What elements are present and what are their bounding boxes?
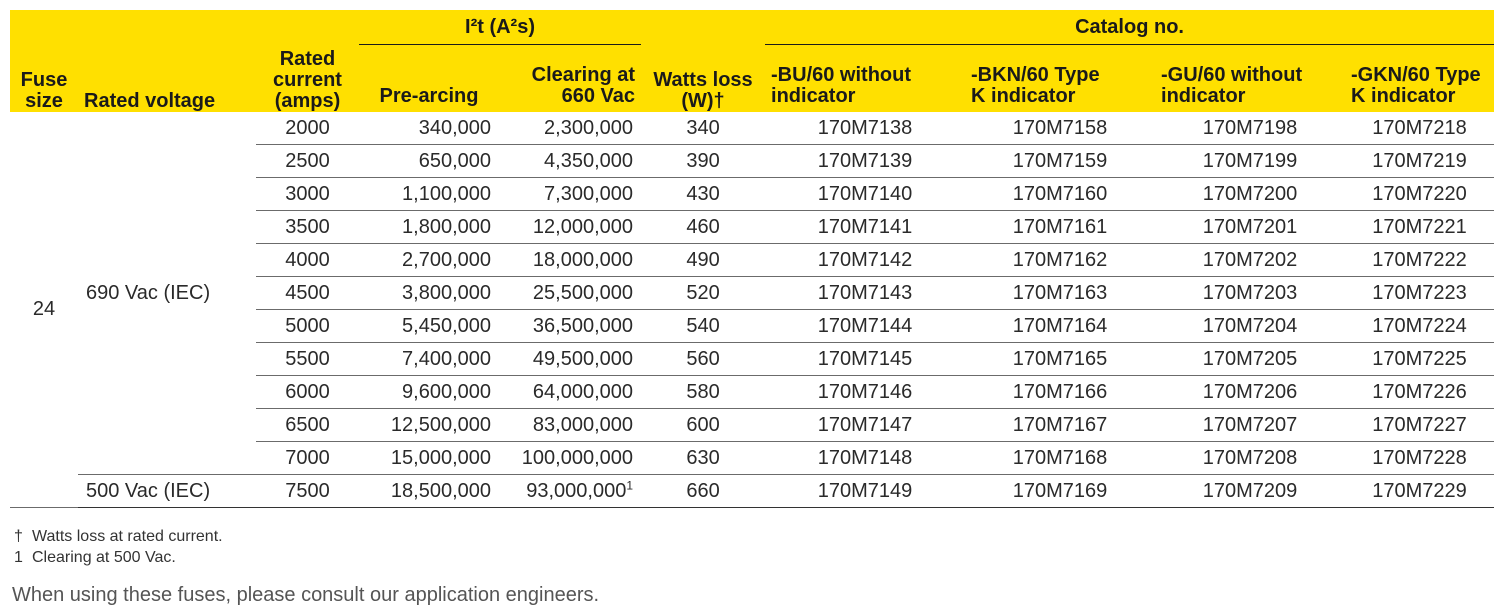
pre-arcing-cell: 5,450,000 xyxy=(359,310,499,343)
clearing-cell: 36,500,000 xyxy=(499,310,641,343)
gu-cell: 170M7204 xyxy=(1155,310,1345,343)
gu-cell: 170M7207 xyxy=(1155,409,1345,442)
header-clearing: Clearing at 660 Vac xyxy=(499,45,641,112)
bu-cell: 170M7142 xyxy=(765,244,965,277)
header-pre-arcing: Pre-arcing xyxy=(359,45,499,112)
footnote-marker: 1 xyxy=(626,477,634,492)
pre-arcing-cell: 1,800,000 xyxy=(359,211,499,244)
pre-arcing-cell: 3,800,000 xyxy=(359,277,499,310)
bkn-cell: 170M7162 xyxy=(965,244,1155,277)
bu-cell: 170M7146 xyxy=(765,376,965,409)
clearing-cell: 18,000,000 xyxy=(499,244,641,277)
watts-cell: 490 xyxy=(641,244,765,277)
clearing-cell: 100,000,000 xyxy=(499,442,641,475)
bu-cell: 170M7148 xyxy=(765,442,965,475)
pre-arcing-cell: 18,500,000 xyxy=(359,475,499,508)
header-rated-current: Rated current (amps) xyxy=(256,10,359,112)
gkn-cell: 170M7226 xyxy=(1345,376,1494,409)
amps-cell: 3500 xyxy=(256,211,359,244)
gkn-cell: 170M7223 xyxy=(1345,277,1494,310)
clearing-cell: 49,500,000 xyxy=(499,343,641,376)
table-row xyxy=(10,475,1494,508)
bu-cell: 170M7147 xyxy=(765,409,965,442)
watts-cell: 390 xyxy=(641,145,765,178)
bu-cell: 170M7140 xyxy=(765,178,965,211)
amps-cell: 7500 xyxy=(256,475,359,508)
watts-cell: 580 xyxy=(641,376,765,409)
consult-note: When using these fuses, please consult our application engineers. xyxy=(12,584,600,606)
bu-cell: 170M7145 xyxy=(765,343,965,376)
bkn-cell: 170M7166 xyxy=(965,376,1155,409)
header-fuse-size: Fuse size xyxy=(10,10,78,112)
header-gu: -GU/60 without indicator xyxy=(1155,45,1345,112)
watts-cell: 630 xyxy=(641,442,765,475)
pre-arcing-cell: 7,400,000 xyxy=(359,343,499,376)
amps-cell: 6500 xyxy=(256,409,359,442)
clearing-cell: 7,300,000 xyxy=(499,178,641,211)
watts-cell: 660 xyxy=(641,475,765,508)
gu-cell: 170M7209 xyxy=(1155,475,1345,508)
watts-cell: 540 xyxy=(641,310,765,343)
bu-cell: 170M7143 xyxy=(765,277,965,310)
clearing-cell: 4,350,000 xyxy=(499,145,641,178)
gu-cell: 170M7205 xyxy=(1155,343,1345,376)
header-i2t-group: I²t (A²s) xyxy=(359,10,641,45)
amps-cell: 7000 xyxy=(256,442,359,475)
bkn-cell: 170M7168 xyxy=(965,442,1155,475)
amps-cell: 4000 xyxy=(256,244,359,277)
amps-cell: 3000 xyxy=(256,178,359,211)
watts-cell: 340 xyxy=(641,112,765,145)
header-gkn: -GKN/60 Type K indicator xyxy=(1345,45,1494,112)
footnote-one: 1 Clearing at 500 Vac. xyxy=(14,549,176,566)
amps-cell: 5500 xyxy=(256,343,359,376)
bkn-cell: 170M7160 xyxy=(965,178,1155,211)
pre-arcing-cell: 2,700,000 xyxy=(359,244,499,277)
watts-cell: 600 xyxy=(641,409,765,442)
pre-arcing-cell: 12,500,000 xyxy=(359,409,499,442)
gu-cell: 170M7200 xyxy=(1155,178,1345,211)
bkn-cell: 170M7161 xyxy=(965,211,1155,244)
gu-cell: 170M7198 xyxy=(1155,112,1345,145)
bkn-cell: 170M7163 xyxy=(965,277,1155,310)
gkn-cell: 170M7227 xyxy=(1345,409,1494,442)
gkn-cell: 170M7222 xyxy=(1345,244,1494,277)
gkn-cell: 170M7228 xyxy=(1345,442,1494,475)
amps-cell: 6000 xyxy=(256,376,359,409)
watts-cell: 430 xyxy=(641,178,765,211)
gu-cell: 170M7201 xyxy=(1155,211,1345,244)
gu-cell: 170M7199 xyxy=(1155,145,1345,178)
header-watts-loss: Watts loss (W)† xyxy=(641,10,765,112)
bu-cell: 170M7138 xyxy=(765,112,965,145)
gkn-cell: 170M7229 xyxy=(1345,475,1494,508)
pre-arcing-cell: 15,000,000 xyxy=(359,442,499,475)
gu-cell: 170M7208 xyxy=(1155,442,1345,475)
bu-cell: 170M7141 xyxy=(765,211,965,244)
gkn-cell: 170M7218 xyxy=(1345,112,1494,145)
clearing-cell: 12,000,000 xyxy=(499,211,641,244)
footnotes xyxy=(14,526,223,568)
bu-cell: 170M7149 xyxy=(765,475,965,508)
pre-arcing-cell: 340,000 xyxy=(359,112,499,145)
gkn-cell: 170M7221 xyxy=(1345,211,1494,244)
bu-cell: 170M7144 xyxy=(765,310,965,343)
gkn-cell: 170M7219 xyxy=(1345,145,1494,178)
watts-cell: 560 xyxy=(641,343,765,376)
header-catalog-group: Catalog no. xyxy=(765,10,1494,45)
fuse-size-cell: 24 xyxy=(10,112,78,508)
amps-cell: 5000 xyxy=(256,310,359,343)
footnote-dagger: † Watts loss at rated current. xyxy=(14,528,223,545)
gkn-cell: 170M7220 xyxy=(1345,178,1494,211)
bkn-cell: 170M7164 xyxy=(965,310,1155,343)
bkn-cell: 170M7159 xyxy=(965,145,1155,178)
amps-cell: 4500 xyxy=(256,277,359,310)
bu-cell: 170M7139 xyxy=(765,145,965,178)
voltage-690-cell: 690 Vac (IEC) xyxy=(78,112,256,475)
clearing-cell: 64,000,000 xyxy=(499,376,641,409)
gkn-cell: 170M7224 xyxy=(1345,310,1494,343)
amps-cell: 2000 xyxy=(256,112,359,145)
bkn-cell: 170M7165 xyxy=(965,343,1155,376)
watts-cell: 460 xyxy=(641,211,765,244)
gu-cell: 170M7203 xyxy=(1155,277,1345,310)
pre-arcing-cell: 650,000 xyxy=(359,145,499,178)
header-bu: -BU/60 without indicator xyxy=(765,45,965,112)
clearing-cell: 2,300,000 xyxy=(499,112,641,145)
watts-cell: 520 xyxy=(641,277,765,310)
header-rated-voltage: Rated voltage xyxy=(78,10,256,112)
gu-cell: 170M7206 xyxy=(1155,376,1345,409)
pre-arcing-cell: 9,600,000 xyxy=(359,376,499,409)
clearing-cell: 83,000,000 xyxy=(499,409,641,442)
amps-cell: 2500 xyxy=(256,145,359,178)
pre-arcing-cell: 1,100,000 xyxy=(359,178,499,211)
bkn-cell: 170M7169 xyxy=(965,475,1155,508)
bkn-cell: 170M7167 xyxy=(965,409,1155,442)
clearing-cell: 25,500,000 xyxy=(499,277,641,310)
bkn-cell: 170M7158 xyxy=(965,112,1155,145)
voltage-500-cell: 500 Vac (IEC) xyxy=(78,475,256,508)
gkn-cell: 170M7225 xyxy=(1345,343,1494,376)
header-bkn: -BKN/60 Type K indicator xyxy=(965,45,1155,112)
fuse-spec-table xyxy=(10,10,1494,508)
gu-cell: 170M7202 xyxy=(1155,244,1345,277)
clearing-cell: 93,000,000$^1$ xyxy=(499,475,641,508)
